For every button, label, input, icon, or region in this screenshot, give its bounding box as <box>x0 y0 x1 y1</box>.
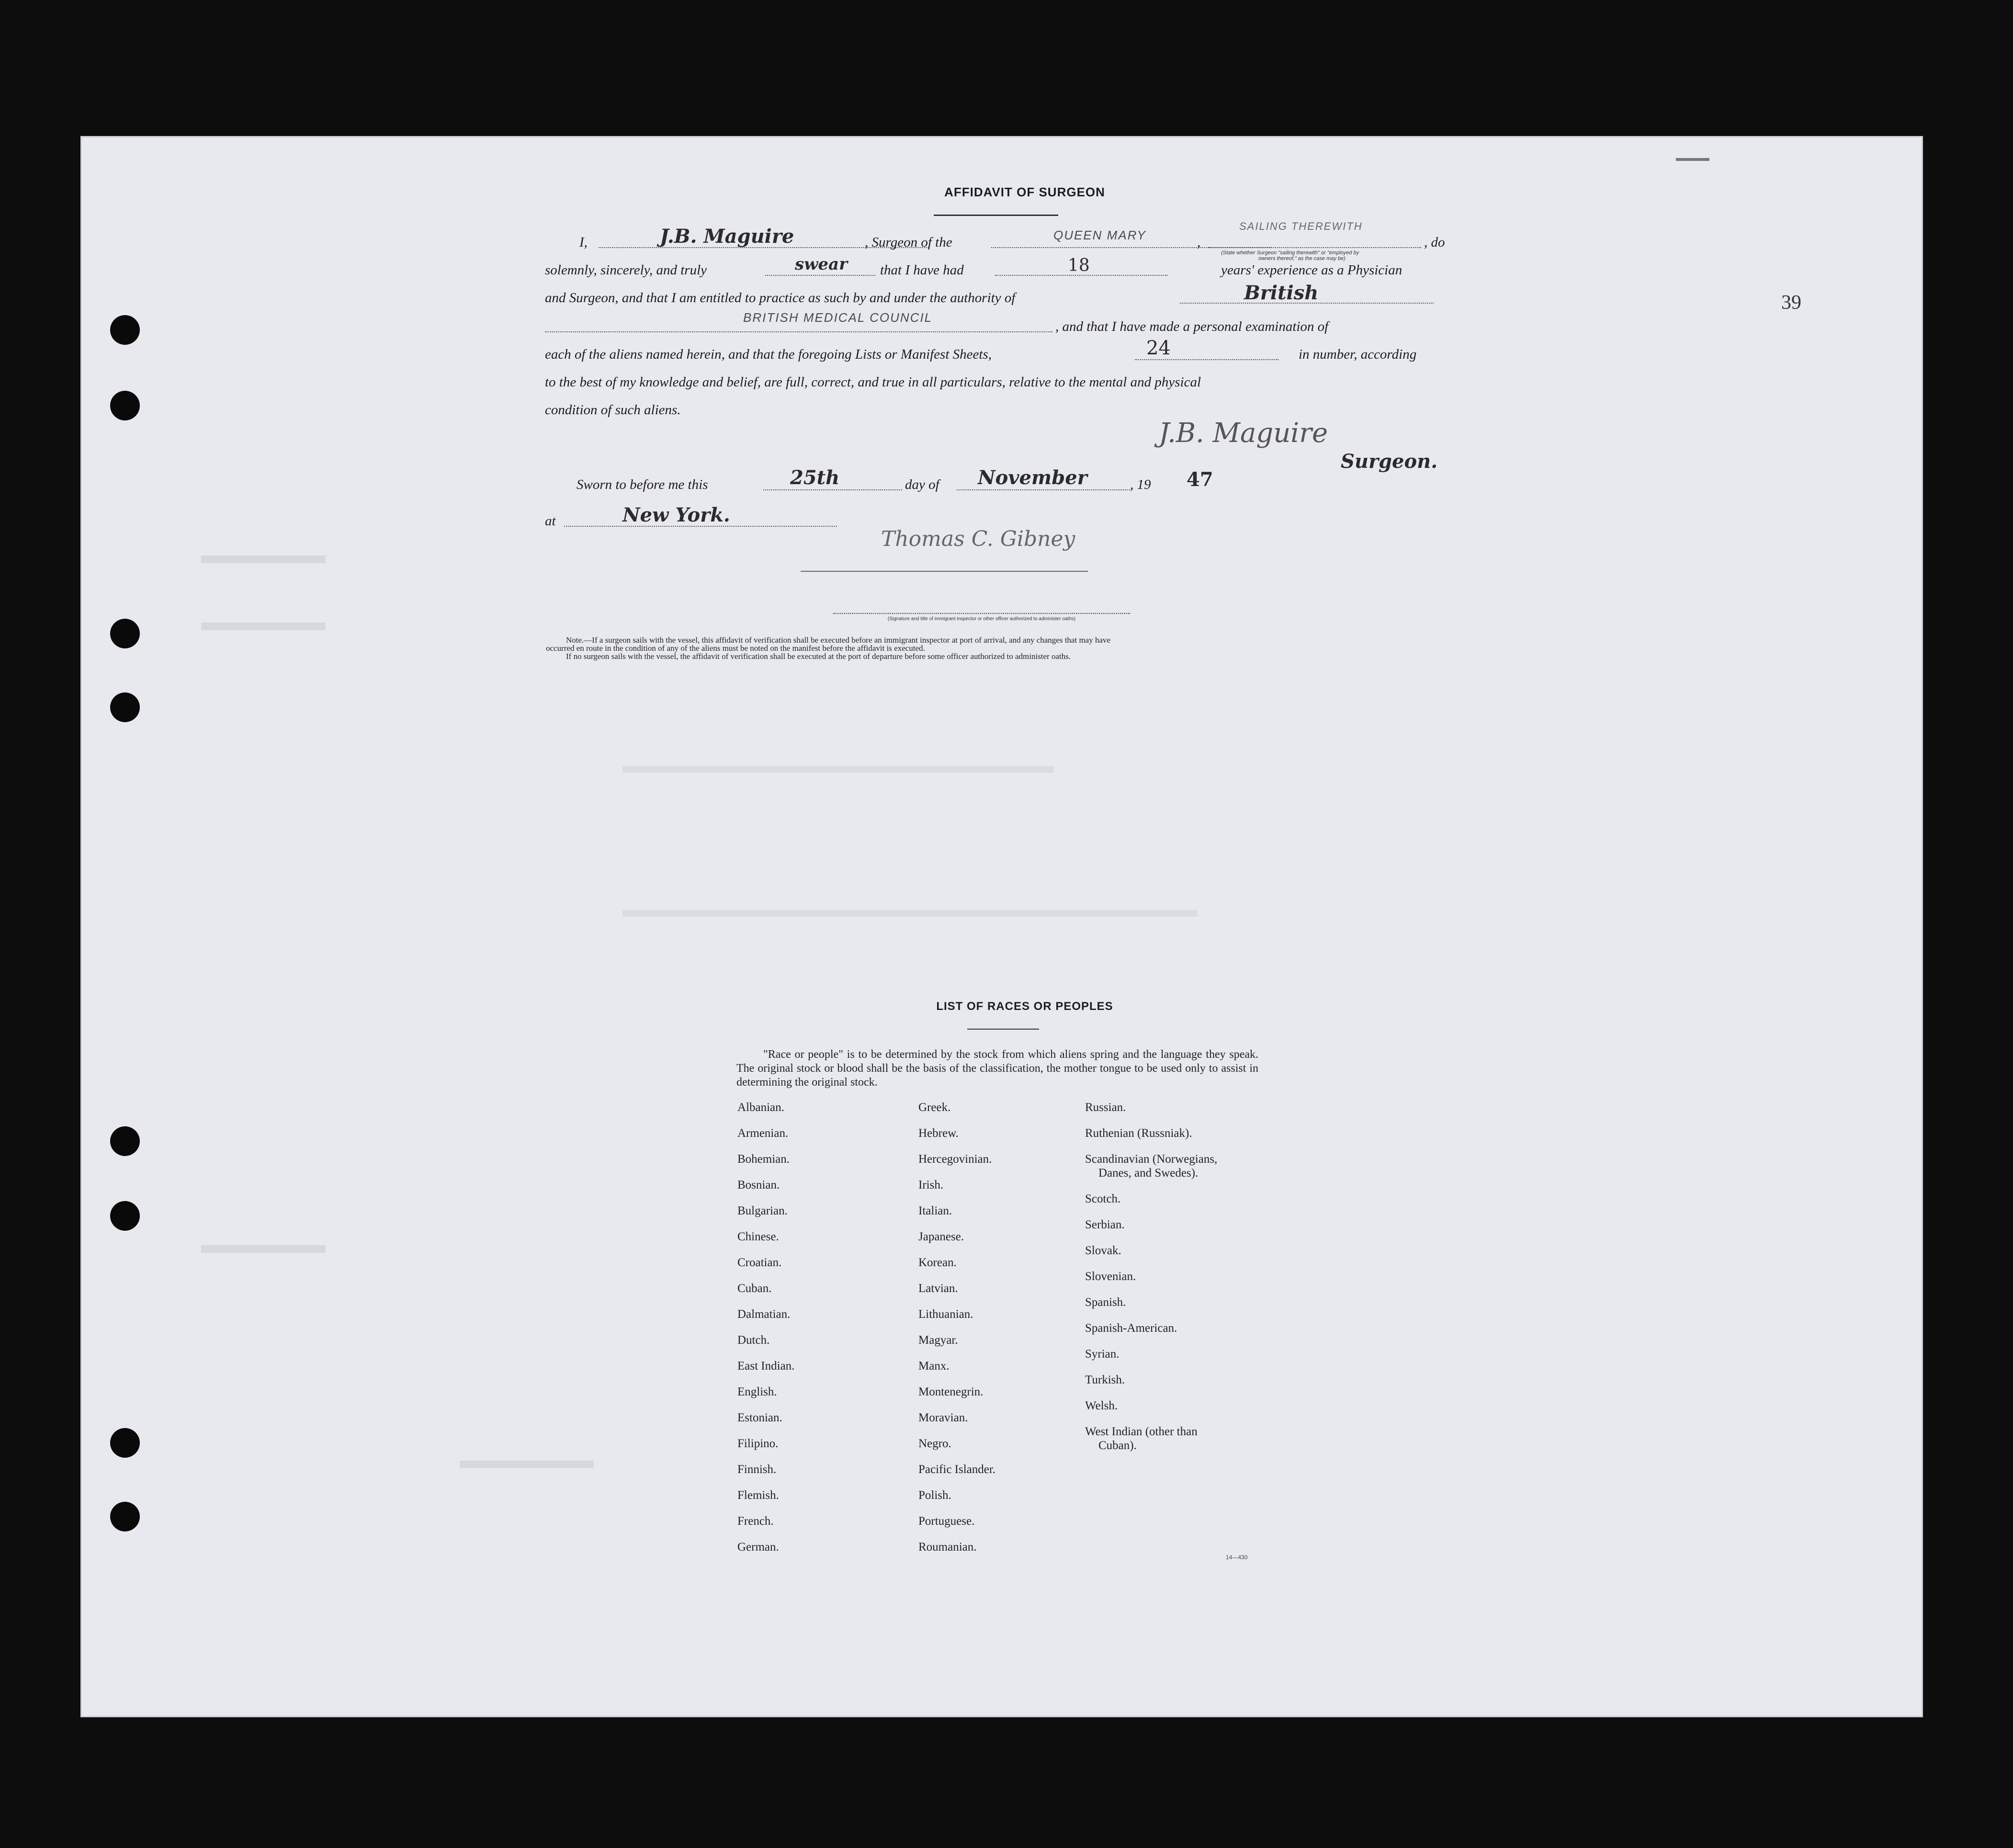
officer-signature: Thomas C. Gibney <box>881 527 1075 551</box>
line-text: each of the aliens named herein, and that the foregoing Lists or Manifest Sheets, <box>545 347 992 362</box>
bleed-through-mark <box>201 623 326 630</box>
bleed-through-mark <box>460 1461 594 1468</box>
race-item: Magyar. <box>918 1334 958 1347</box>
race-item: Cuban). <box>1098 1439 1137 1452</box>
race-item: Irish. <box>918 1179 944 1191</box>
race-item: Japanese. <box>918 1230 964 1243</box>
bleed-through-mark <box>622 766 1053 773</box>
line-text: , <box>1197 235 1201 250</box>
line-text: , 19 <box>1130 477 1151 492</box>
races-intro: "Race or people" is to be determined by the stock from which aliens spring and the language they speak. The original stock or blood shall be the basis of the classification, the mother tongue to be used only to assist in determining the original stock. <box>736 1048 1258 1088</box>
race-item: Roumanian. <box>918 1541 977 1553</box>
race-item: Finnish. <box>737 1463 777 1476</box>
race-item: Russian. <box>1085 1101 1126 1114</box>
race-item: Croatian. <box>737 1256 782 1269</box>
line-text: I, <box>579 235 588 250</box>
line-text: condition of such aliens. <box>545 402 681 418</box>
race-item: Chinese. <box>737 1230 779 1243</box>
race-item: Flemish. <box>737 1489 779 1502</box>
race-item: Ruthenian (Russniak). <box>1085 1127 1192 1140</box>
race-item: Scotch. <box>1085 1192 1121 1205</box>
binder-hole <box>110 692 140 722</box>
race-item: Greek. <box>918 1101 951 1114</box>
races-column-3 <box>1085 1100 1248 1464</box>
title-underline <box>934 215 1058 216</box>
race-item: Filipino. <box>737 1437 779 1450</box>
binder-hole <box>110 391 140 420</box>
bleed-through-mark <box>201 1245 326 1253</box>
surgeon-name-handwriting: J.B. Maguire <box>660 225 794 248</box>
line-text: and Surgeon, and that I am entitled to practice as such by and under the authority of <box>545 290 1016 306</box>
race-item: Armenian. <box>737 1127 789 1140</box>
binder-hole <box>110 1502 140 1531</box>
council-stamp: BRITISH MEDICAL COUNCIL <box>743 310 933 325</box>
binder-hole <box>110 1126 140 1156</box>
race-item: West Indian (other than <box>1085 1425 1198 1438</box>
race-item: Lithuanian. <box>918 1308 973 1321</box>
affidavit-line-6 <box>545 372 1455 396</box>
race-item: Hercegovinian. <box>918 1153 992 1166</box>
line-text: solemnly, sincerely, and truly <box>545 262 707 278</box>
affidavit-line-5 <box>545 337 1455 368</box>
race-item: Cuban. <box>737 1282 772 1295</box>
race-item: Manx. <box>918 1360 950 1372</box>
header-mark <box>1676 158 1709 161</box>
race-item: Spanish-American. <box>1085 1322 1177 1335</box>
race-item: English. <box>737 1385 777 1398</box>
authority-handwriting: British <box>1244 282 1319 304</box>
races-column-2 <box>918 1100 1081 1566</box>
binder-hole <box>110 315 140 345</box>
race-item: Montenegrin. <box>918 1385 984 1398</box>
race-item: Bohemian. <box>737 1153 790 1166</box>
note-line: occurred en route in the condition of any of the aliens must be noted on the manifest before the affidavit is executed. <box>546 644 925 653</box>
race-item: French. <box>737 1515 774 1528</box>
day-handwriting: 25th <box>790 466 840 489</box>
surgeon-signature: J.B. Maguire <box>1159 418 1328 449</box>
status-stamp: SAILING THEREWITH <box>1239 220 1363 232</box>
race-item: German. <box>737 1541 779 1553</box>
line-text: , do <box>1424 235 1445 250</box>
page-number: 39 <box>1781 292 1801 314</box>
race-item: East Indian. <box>737 1360 795 1372</box>
race-item: Pacific Islander. <box>918 1463 996 1476</box>
years-handwriting: 18 <box>1068 256 1090 275</box>
month-handwriting: November <box>978 466 1087 489</box>
race-item: Spanish. <box>1085 1296 1126 1309</box>
count-blank <box>1135 359 1278 360</box>
race-item: Moravian. <box>918 1411 968 1424</box>
place-handwriting: New York. <box>622 504 730 526</box>
race-item: Danes, and Swedes). <box>1098 1167 1199 1179</box>
race-item: Welsh. <box>1085 1399 1118 1412</box>
affidavit-line-1 <box>545 220 1455 261</box>
line-text: to the best of my knowledge and belief, are full, correct, and true in all particulars, relative to the mental and physical <box>545 374 1201 390</box>
race-item: Albanian. <box>737 1101 784 1114</box>
line-text: day of <box>905 477 939 492</box>
count-handwriting: 24 <box>1146 337 1171 359</box>
line-text: years' experience as a Physician <box>1221 262 1402 278</box>
officer-signature-line <box>801 571 1088 572</box>
race-item: Korean. <box>918 1256 957 1269</box>
affidavit-line-3 <box>545 282 1455 311</box>
sworn-line <box>545 466 1455 498</box>
month-blank <box>957 489 1130 490</box>
race-item: Polish. <box>918 1489 951 1502</box>
binder-hole <box>110 1201 140 1231</box>
note-line: If no surgeon sails with the vessel, the affidavit of verification shall be executed at the port of departure before some officer authorized to administer oaths. <box>566 652 1071 661</box>
form-number: 14—430 <box>1226 1554 1248 1561</box>
surgeon-label: Surgeon. <box>1341 450 1438 473</box>
affidavit-note <box>546 636 1456 660</box>
line-text: in number, according <box>1299 347 1417 362</box>
oath-blank <box>765 275 875 276</box>
status-hint: (State whether Surgeon "sailing therewith" or "employed by <box>1221 250 1359 256</box>
line-text: Sworn to before me this <box>577 477 708 492</box>
officer-title-line <box>833 613 1130 615</box>
vessel-stamp: QUEEN MARY <box>1053 228 1146 242</box>
bleed-through-mark <box>622 910 1197 917</box>
race-item: Italian. <box>918 1204 952 1217</box>
line-text: at <box>545 513 556 529</box>
line-text: , Surgeon of the <box>865 235 952 250</box>
council-blank <box>545 331 1052 332</box>
status-blank <box>1209 247 1421 248</box>
races-underline <box>967 1029 1039 1030</box>
status-hint: owners thereof," as the case may be) <box>1258 256 1346 261</box>
note-line: Note.—If a surgeon sails with the vessel, this affidavit of verification shall be executed before an immigrant inspector at port of arrival, and any changes that may have <box>566 635 1111 645</box>
race-item: Syrian. <box>1085 1348 1120 1360</box>
race-item: Bulgarian. <box>737 1204 788 1217</box>
line-text: that I have had <box>880 262 964 278</box>
race-item: Hebrew. <box>918 1127 959 1140</box>
signature-caption: (Signature and title of immigrant inspector or other officer authorized to administer oaths) <box>887 616 1076 622</box>
races-column-1 <box>737 1100 900 1566</box>
bleed-through-mark <box>201 556 326 563</box>
race-item: Negro. <box>918 1437 951 1450</box>
race-item: Slovak. <box>1085 1244 1121 1257</box>
races-title: LIST OF RACES OR PEOPLES <box>936 1000 1113 1013</box>
race-item: Portuguese. <box>918 1515 975 1528</box>
race-item: Latvian. <box>918 1282 958 1295</box>
day-blank <box>763 489 902 490</box>
race-item: Estonian. <box>737 1411 782 1424</box>
race-item: Scandinavian (Norwegians, <box>1085 1153 1218 1166</box>
race-item: Turkish. <box>1085 1373 1125 1386</box>
race-item: Dutch. <box>737 1334 770 1347</box>
year-handwriting: 47 <box>1187 468 1213 491</box>
affidavit-title: AFFIDAVIT OF SURGEON <box>944 185 1105 199</box>
affidavit-line-4 <box>545 310 1455 340</box>
race-item: Bosnian. <box>737 1179 780 1191</box>
binder-hole <box>110 619 140 648</box>
line-text: , and that I have made a personal examination of <box>1055 319 1329 334</box>
oath-handwriting: swear <box>795 255 848 274</box>
race-item: Slovenian. <box>1085 1270 1136 1283</box>
race-item: Serbian. <box>1085 1218 1125 1231</box>
binder-hole <box>110 1428 140 1458</box>
race-item: Dalmatian. <box>737 1308 791 1321</box>
